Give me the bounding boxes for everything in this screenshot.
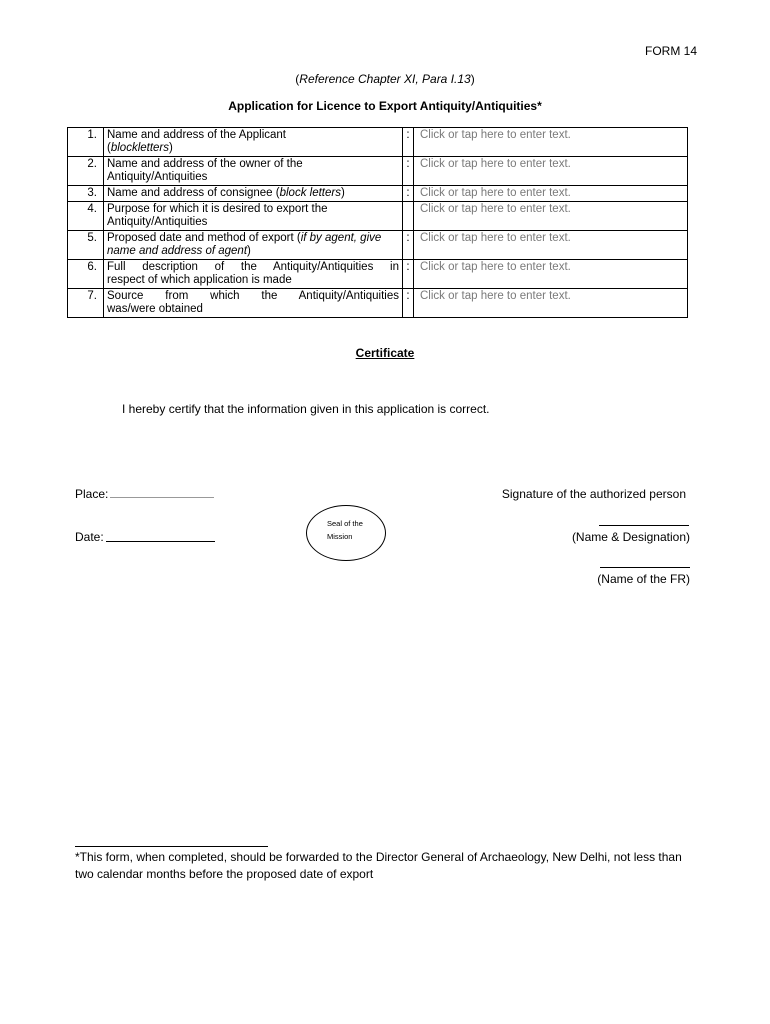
reference-line: (Reference Chapter XI, Para I.13) xyxy=(295,72,475,86)
item-description: Name and address of consignee (block letters) xyxy=(104,186,403,202)
form-title: Application for Licence to Export Antiquity/Antiquities* xyxy=(228,99,542,113)
certificate-text: I hereby certify that the information given in this application is correct. xyxy=(122,402,490,416)
table-row xyxy=(68,157,688,186)
item-description: Source from which the Antiquity/Antiquities was/were obtained xyxy=(104,289,403,318)
form-number: FORM 14 xyxy=(644,44,697,58)
source-field[interactable]: Click or tap here to enter text. xyxy=(414,289,688,318)
consignee-field[interactable]: Click or tap here to enter text. xyxy=(414,186,688,202)
footnote-divider xyxy=(75,846,268,847)
item-colon: : xyxy=(403,157,414,186)
table-row xyxy=(68,186,688,202)
seal-circle xyxy=(306,505,386,561)
item-number: 1. xyxy=(68,128,104,157)
certificate-heading: Certificate xyxy=(355,346,415,360)
fr-name-line[interactable] xyxy=(600,567,690,568)
signature-label: Signature of the authorized person xyxy=(501,487,686,501)
date-field[interactable] xyxy=(106,541,215,542)
item-colon: : xyxy=(403,128,414,157)
item-colon: : xyxy=(403,231,414,260)
item-colon: : xyxy=(403,289,414,318)
table-row xyxy=(68,231,688,260)
item-number: 5. xyxy=(68,231,104,260)
item-colon-empty xyxy=(403,202,414,231)
table-row xyxy=(68,202,688,231)
description-field[interactable]: Click or tap here to enter text. xyxy=(414,260,688,289)
item-number: 7. xyxy=(68,289,104,318)
table-row xyxy=(68,128,688,157)
date-label: Date: xyxy=(75,530,104,544)
item-number: 2. xyxy=(68,157,104,186)
fr-name-label: (Name of the FR) xyxy=(597,572,690,586)
item-description: Proposed date and method of export (if by agent, give name and address of agent) xyxy=(104,231,403,260)
reference-text: Reference Chapter XI, Para I.13 xyxy=(299,72,471,86)
item-description: Name and address of the owner of the Antiquity/Antiquities xyxy=(104,157,403,186)
item-description: Purpose for which it is desired to export the Antiquity/Antiquities xyxy=(104,202,403,231)
owner-field[interactable]: Click or tap here to enter text. xyxy=(414,157,688,186)
item-colon: : xyxy=(403,260,414,289)
application-table xyxy=(67,127,688,318)
item-number: 4. xyxy=(68,202,104,231)
export-date-field[interactable]: Click or tap here to enter text. xyxy=(414,231,688,260)
footnote: *This form, when completed, should be forwarded to the Director General of Archaeology, New Delhi, not less than two calendar months before the proposed date of export xyxy=(75,850,682,881)
table-row xyxy=(68,289,688,318)
place-field[interactable] xyxy=(110,497,214,498)
name-designation-label: (Name & Designation) xyxy=(571,530,690,544)
applicant-field[interactable]: Click or tap here to enter text. xyxy=(414,128,688,157)
item-number: 3. xyxy=(68,186,104,202)
signature-line[interactable] xyxy=(599,525,689,526)
item-number: 6. xyxy=(68,260,104,289)
item-description: Full description of the Antiquity/Antiquities in respect of which application is made xyxy=(104,260,403,289)
place-label: Place: xyxy=(75,487,109,501)
seal-label: Seal of the Mission xyxy=(327,519,363,541)
table-row xyxy=(68,260,688,289)
item-description: Name and address of the Applicant (blockletters) xyxy=(104,128,403,157)
purpose-field[interactable]: Click or tap here to enter text. xyxy=(414,202,688,231)
item-colon: : xyxy=(403,186,414,202)
